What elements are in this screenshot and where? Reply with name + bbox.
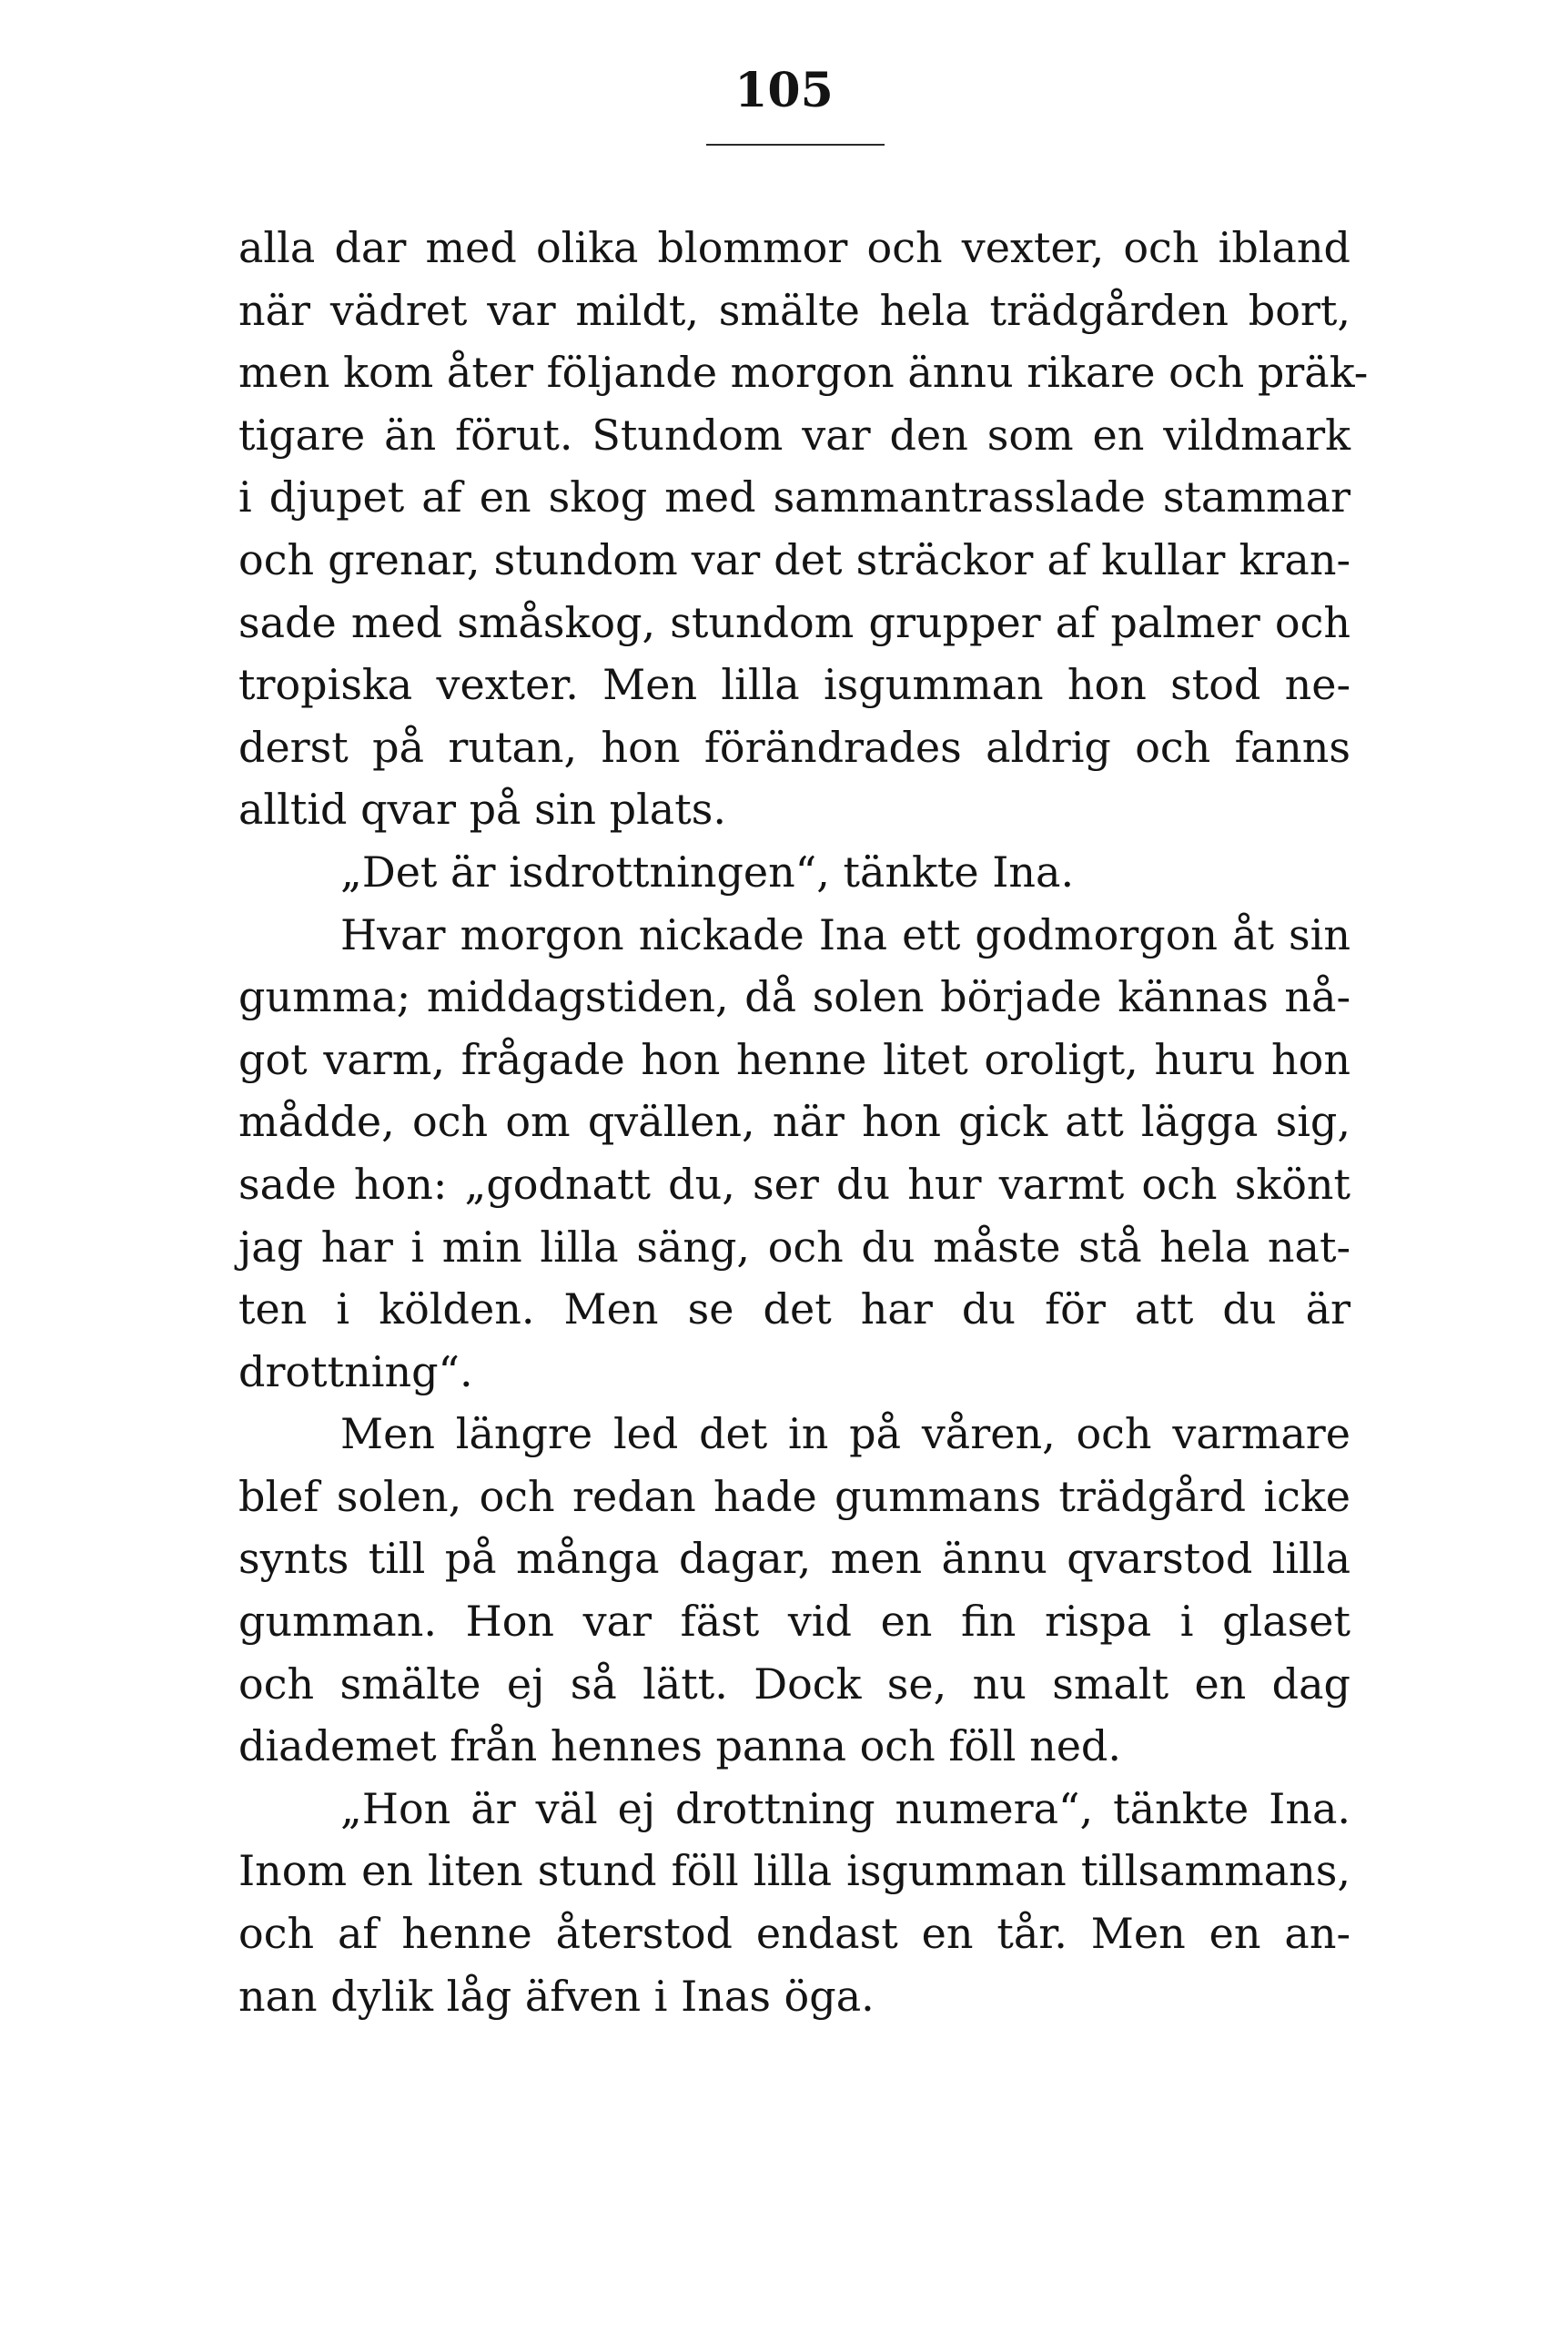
text-line: Hvar morgon nickade Ina ett godmorgon åt sin	[340, 909, 1351, 959]
text-line: men kom åter följande morgon ännu rikare och präk-	[238, 348, 1369, 398]
text-line: och smälte ej så lätt. Dock se, nu smalt en dag	[238, 1658, 1351, 1709]
text-line: alla dar med olika blommor och vexter, och ibland	[238, 223, 1351, 272]
text-line: „Det är isdrottningen“, tänkte Ina.	[340, 847, 1075, 897]
text-line: sade hon: „godnatt du, ser du hur varmt och skönt	[238, 1159, 1351, 1209]
text-line: när vädret var mildt, smälte hela trädgården bort,	[238, 285, 1351, 335]
text-line: diademet från hennes panna och föll ned.	[238, 1721, 1121, 1771]
text-line: gumman. Hon var fäst vid en fin rispa i glaset	[238, 1597, 1351, 1647]
text-line: drottning“.	[238, 1346, 473, 1396]
page-number: 105	[734, 63, 834, 118]
text-line: „Hon är väl ej drottning numera“, tänkte Ina.	[340, 1783, 1351, 1833]
header-rule	[706, 144, 885, 146]
text-line: Inom en liten stund föll lilla isgumman tillsammans,	[238, 1846, 1351, 1896]
text-line: Men längre led det in på våren, och varmare	[340, 1409, 1351, 1459]
text-line: blef solen, och redan hade gummans trädgård icke	[238, 1471, 1351, 1521]
text-line: i djupet af en skog med sammantrasslade stammar	[238, 472, 1351, 522]
text-line: mådde, och om qvällen, när hon gick att lägga sig,	[238, 1097, 1351, 1147]
text-line: alltid qvar på sin plats.	[238, 785, 726, 835]
text-line: och af henne återstod endast en tår. Men en an-	[238, 1909, 1351, 1959]
text-line: ten i kölden. Men se det har du för att du är	[238, 1284, 1351, 1334]
text-line: gumma; middagstiden, då solen började kännas nå-	[238, 972, 1351, 1022]
text-line: och grenar, stundom var det sträckor af kullar kran-	[238, 534, 1351, 584]
text-line: sade med småskog, stundom grupper af palmer och	[238, 597, 1351, 647]
text-line: got varm, frågade hon henne litet oroligt, huru hon	[238, 1034, 1351, 1084]
text-line: tropiska vexter. Men lilla isgumman hon stod ne-	[238, 660, 1351, 710]
text-line: jag har i min lilla säng, och du måste stå hela nat-	[238, 1222, 1351, 1272]
body-text	[238, 217, 1369, 2027]
text-line: derst på rutan, hon förändrades aldrig och fanns	[238, 722, 1351, 772]
text-line: nan dylik låg äfven i Inas öga.	[238, 1971, 875, 2021]
text-line: synts till på många dagar, men ännu qvarstod lilla	[238, 1534, 1351, 1584]
text-line: tigare än förut. Stundom var den som en vildmark	[238, 410, 1351, 460]
